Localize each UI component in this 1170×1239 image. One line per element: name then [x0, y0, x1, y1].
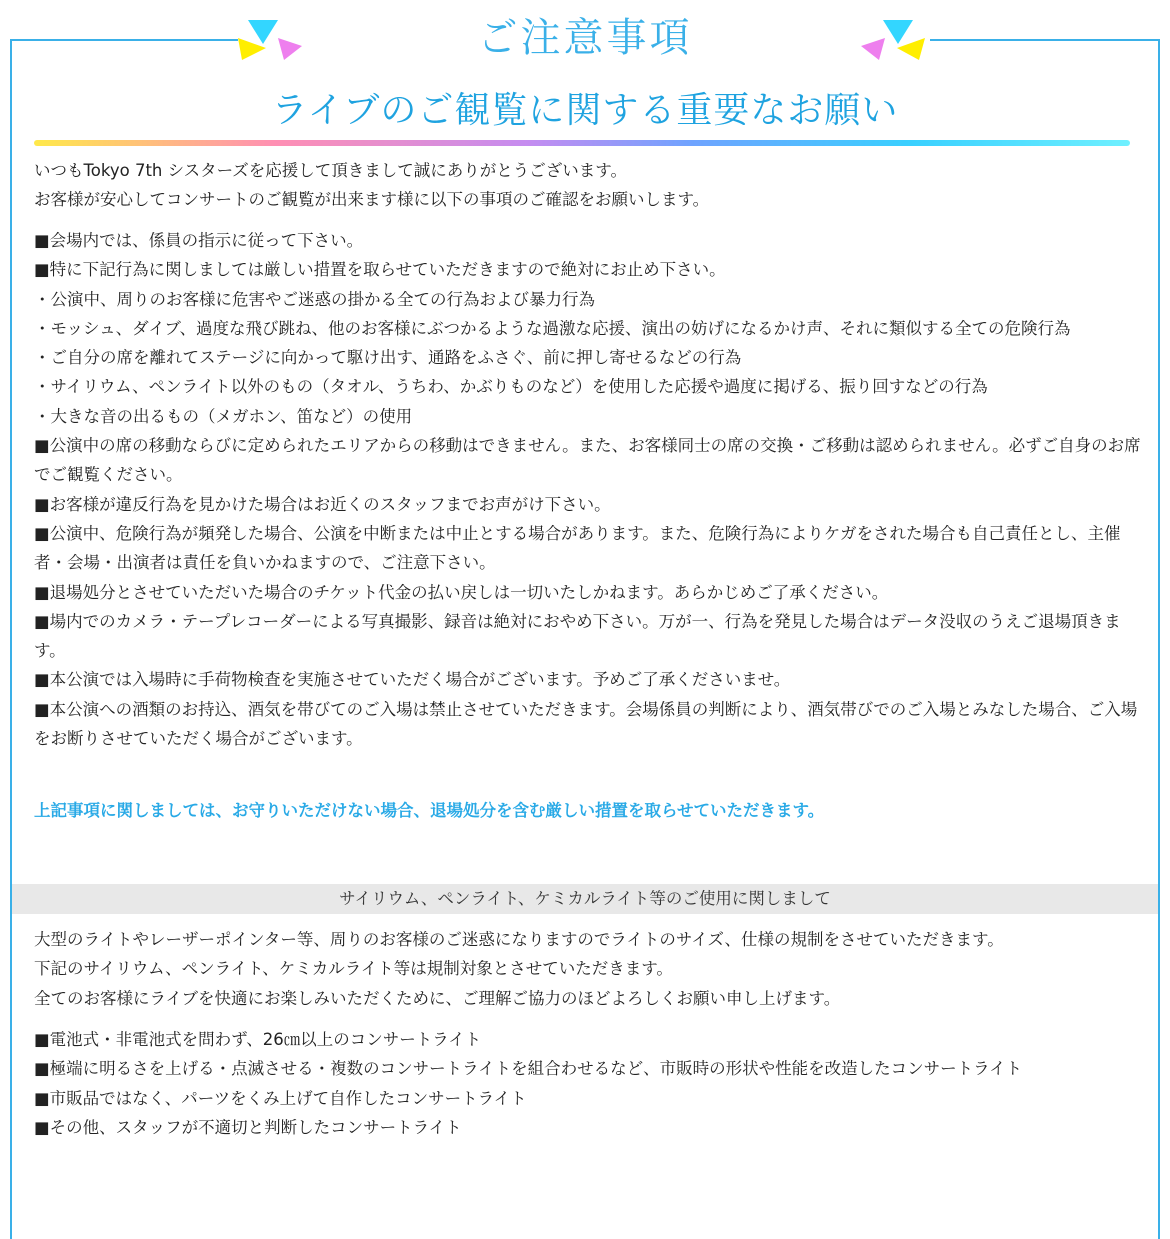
section2-intro-line: 全てのお客様にライブを快適にお楽しみいただくために、ご理解ご協力のほどよろしくお願い申し上げます。: [34, 988, 841, 1008]
rule-item: ・ご自分の席を離れてステージに向かって駆け出す、通路をふさぐ、前に押し寄せるなどの行為: [34, 348, 742, 368]
rule-item: ■お客様が違反行為を見かけた場合はお近くのスタッフまでお声がけ下さい。: [34, 494, 611, 514]
intro-line: お客様が安心してコンサートのご観覧が出来ます様に以下の事項のご確認をお願いします。: [34, 190, 710, 210]
rule-item: ■公演中、危険行為が頻発した場合、公演を中断または中止とする場合があります。また、危険行為によりケガをされた場合も自己責任とし、主催者・会場・出演者は責任を負いかねますので、ご注意下さい。: [34, 523, 1121, 573]
section2-intro: [34, 925, 1144, 1013]
rule-item: ■会場内では、係員の指示に従って下さい。: [34, 231, 364, 250]
rule-item: ■特に下記行為に関しましては厳しい措置を取らせていただきますので絶対にお止め下さい。: [34, 260, 726, 280]
section2-intro-line: 大型のライトやレーザーポインター等、周りのお客様のご迷惑になりますのでライトのサイズ、仕様の規制をさせていただきます。: [34, 930, 1004, 949]
section2-intro-line: 下記のサイリウム、ペンライト、ケミカルライト等は規制対象とさせていただきます。: [34, 959, 673, 979]
rules-list: [34, 226, 1144, 753]
page-subtitle: ライブのご観覧に関する重要なお願い: [271, 90, 899, 131]
rule-item: ■退場処分とさせていただいた場合のチケット代金の払い戻しは一切いたしかねます。あらかじめご了承ください。: [34, 582, 889, 602]
section2-list: [34, 1025, 1144, 1142]
section2-item: ■電池式・非電池式を問わず、26㎝以上のコンサートライト: [34, 1030, 482, 1049]
rule-item: ■本公演では入場時に手荷物検査を実施させていただく場合がございます。予めご了承くださいませ。: [34, 670, 791, 690]
section2-item: ■市販品ではなく、パーツをくみ上げて自作したコンサートライト: [34, 1088, 527, 1108]
rainbow-divider: [34, 140, 1130, 146]
rule-item: ■公演中の席の移動ならびに定められたエリアからの移動はできません。また、お客様同士の席の交換・ご移動は認められません。必ずご自身のお席でご観覧ください。: [34, 436, 1141, 485]
rule-item: ・モッシュ、ダイブ、過度な飛び跳ね、他のお客様にぶつかるような過激な応援、演出の妨げになるかけ声、それに類似する全ての危険行為: [34, 318, 1071, 338]
rule-item: ・大きな音の出るもの（メガホン、笛など）の使用: [34, 406, 413, 426]
section2-item: ■極端に明るさを上げる・点滅させる・複数のコンサートライトを組合わせるなど、市販時の形状や性能を改造したコンサートライト: [34, 1059, 1023, 1079]
intro-line: いつもTokyo 7th シスターズを応援して頂きまして誠にありがとうございます。: [34, 161, 627, 180]
page-title: ご注意事項: [477, 15, 693, 61]
rule-item: ・公演中、周りのお客様に危害やご迷惑の掛かる全ての行為および暴力行為: [34, 289, 595, 309]
rule-item: ■場内でのカメラ・テープレコーダーによる写真撮影、録音は絶対におやめ下さい。万が一、行為を発見した場合はデータ没収のうえご退場頂きます。: [34, 611, 1121, 661]
section-title: サイリウム、ペンライト、ケミカルライト等のご使用に関しまして: [12, 884, 1158, 914]
warning-text: 上記事項に関しましては、お守りいただけない場合、退場処分を含む厳しい措置を取らせていただきます。: [34, 801, 825, 820]
intro-text: [34, 156, 1144, 215]
rule-item: ■本公演への酒類のお持込、酒気を帯びてのご入場は禁止させていただきます。会場係員の判断により、酒気帯びでのご入場とみなした場合、ご入場をお断りさせていただく場合がございます。: [34, 699, 1138, 749]
section2-item: ■その他、スタッフが不適切と判断したコンサートライト: [34, 1117, 462, 1137]
rule-item: ・サイリウム、ペンライト以外のもの（タオル、うちわ、かぶりものなど）を使用した応援や過度に掲げる、振り回すなどの行為: [34, 377, 988, 397]
